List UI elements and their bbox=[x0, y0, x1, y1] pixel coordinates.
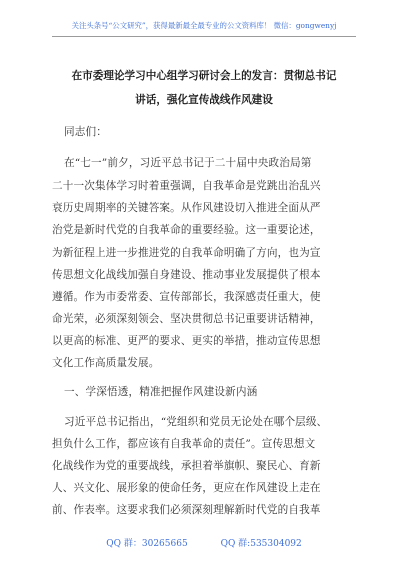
body-line: 衰历史周期率的关键答案。从作风建设切入推进全面从严 bbox=[52, 202, 321, 214]
body-line: 人、兴文化、展形象的使命任务，更应在作风建设上走在 bbox=[52, 482, 321, 494]
footer-qq-group-1: QQ 群：30265665 bbox=[106, 539, 188, 549]
document-title-line-1: 在市委理论学习中心组学习研讨会上的发言：贯彻总书记 bbox=[71, 70, 337, 82]
header-divider bbox=[52, 36, 356, 37]
body-line: 在“七一”前夕，习近平总书记于二十届中央政治局第 bbox=[64, 157, 312, 169]
body-line: 遵循。作为市委常委、宣传部部长，我深感责任重大，使 bbox=[52, 291, 321, 303]
body-line: 治党是新时代党的自我革命的重要经验。这一重要论述， bbox=[52, 224, 321, 236]
document-title-line-2: 讲话，强化宣传战线作风建设 bbox=[135, 94, 273, 106]
footer-qq-group-2: QQ 群:535304092 bbox=[220, 539, 302, 549]
salutation: 同志们： bbox=[64, 126, 107, 138]
section-heading: 一、学深悟透，精准把握作风建设新内涵 bbox=[64, 386, 258, 398]
body-line: 命光荣，必须深刻领会、坚决贯彻总书记重要讲话精神， bbox=[52, 313, 321, 325]
body-line: 以更高的标准、更严的要求、更实的举措，推动宣传思想 bbox=[52, 335, 321, 347]
body-line: 传思想文化战线加强自身建设、推动事业发展提供了根本 bbox=[52, 269, 321, 281]
body-line: 为新征程上进一步推进党的自我革命明确了方向，也为宣 bbox=[52, 247, 321, 259]
body-line: 前、作表率。这要求我们必须深刻理解新时代党的自我革 bbox=[52, 504, 321, 516]
body-line: 化战线作为党的重要战线，承担着举旗帜、聚民心、育新 bbox=[52, 460, 321, 472]
header-banner: 关注头条号“公文研究”，获得最新最全最专业的公文资料库！ 微信：gongwenyj bbox=[71, 21, 337, 30]
body-line: 习近平总书记指出，“党组织和党员无论处在哪个层级、 bbox=[64, 416, 328, 428]
footer bbox=[0, 536, 408, 549]
body-line: 担负什么工作，都应该有自我革命的责任”。宣传思想文 bbox=[52, 438, 316, 450]
body-line: 文化工作高质量发展。 bbox=[52, 357, 160, 369]
body-line: 二十一次集体学习时着重强调，自我革命是党跳出治乱兴 bbox=[52, 180, 321, 192]
